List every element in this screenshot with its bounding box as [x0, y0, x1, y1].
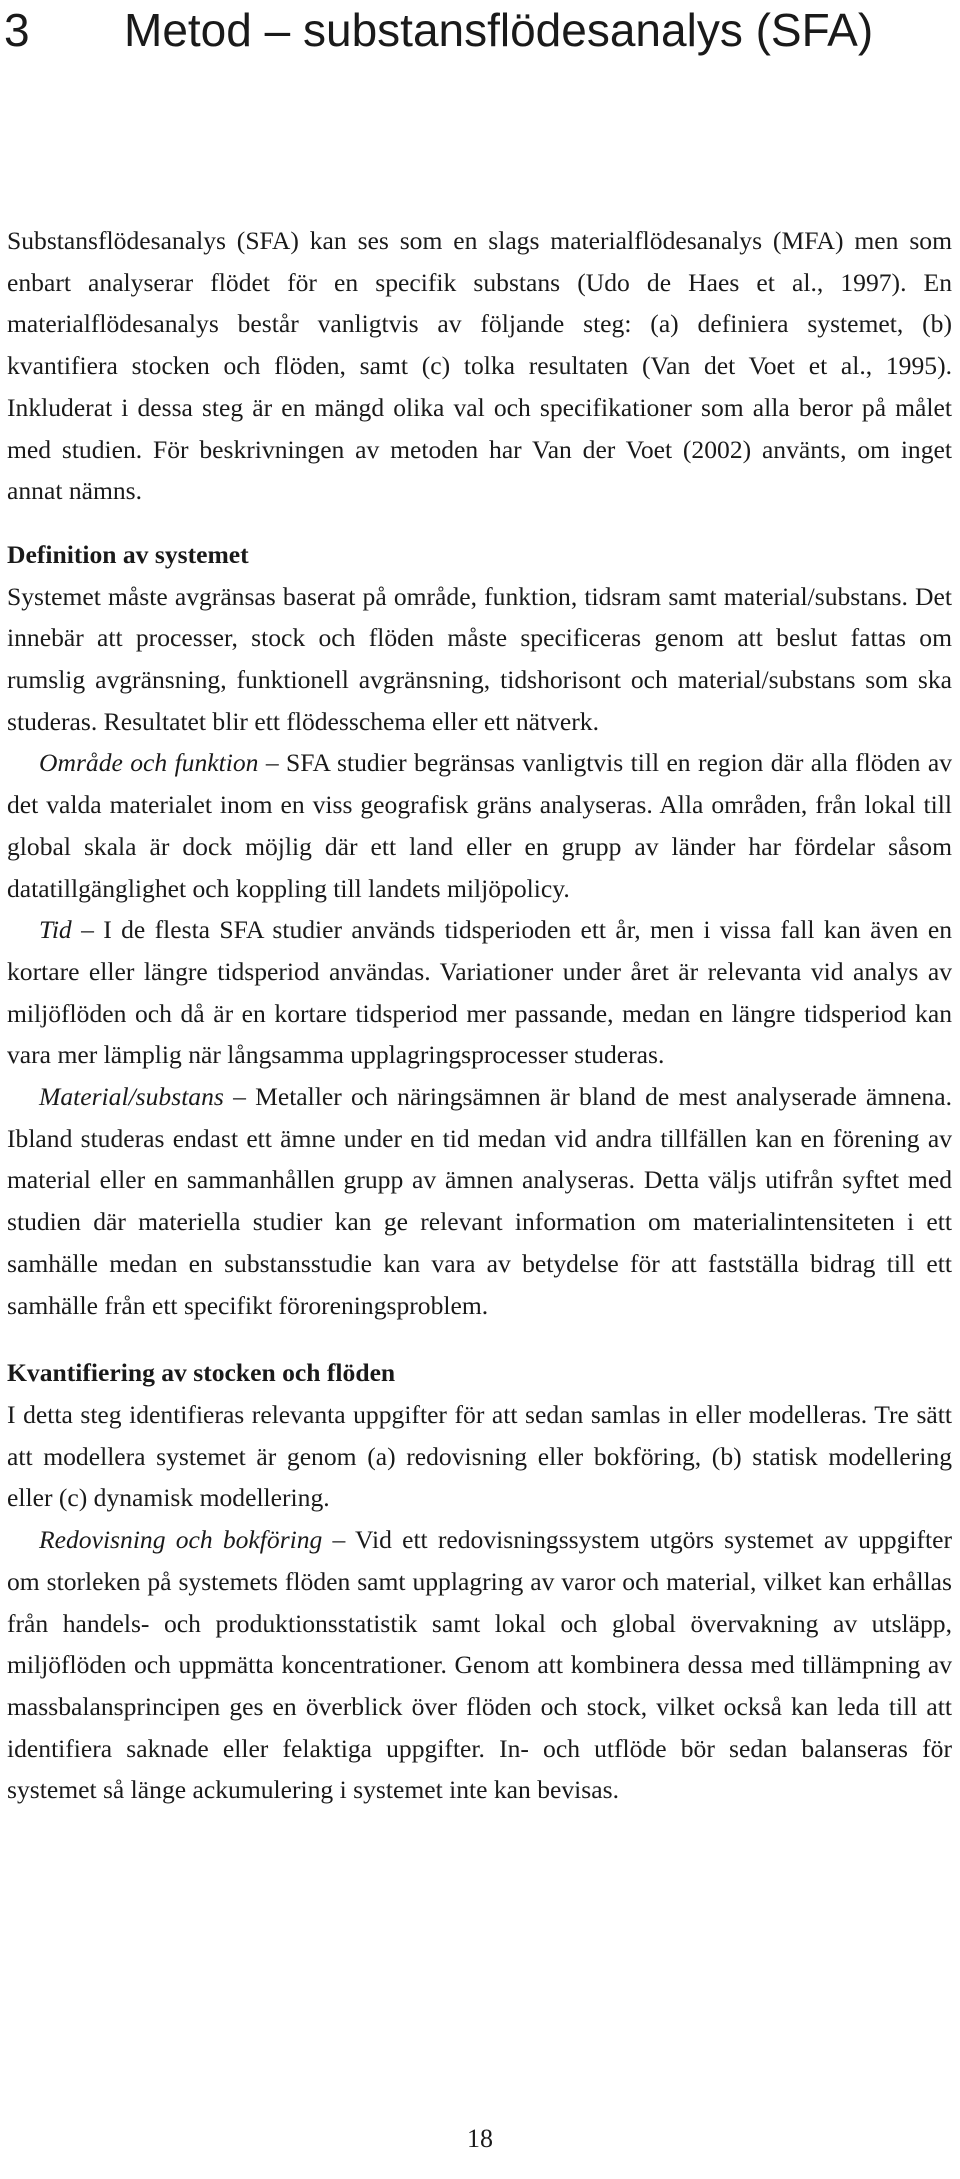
- area-paragraph: [7, 742, 952, 909]
- time-text: – I de flesta SFA studier används tidsperioden ett år, men i vissa fall kan även en kortare eller längre tidsperiod användas. Variationer under året är relevanta vid analys av miljöflöden och då är en kortare tidsperiod mer passande, medan en längre tidsperiod kan vara mer lämplig när långsamma upplagringsprocesser studeras.: [7, 915, 952, 1070]
- section-heading-quantification: Kvantifiering av stocken och flöden: [7, 1358, 396, 1388]
- material-text: – Metaller och näringsämnen är bland de mest analyserade ämnena. Ibland studeras endast ett ämne under en tid medan vid andra tillfällen kan en förening av material eller en sammanhållen grupp av ämnen analyseras. Detta väljs utifrån syftet med studien där materiella studier kan ge relevant information om materialintensiteten i ett samhälle medan en substansstudie kan vara av betydelse för att fastställa bidrag till ett samhälle från ett specifikt föroreningsproblem.: [7, 1082, 952, 1320]
- spacer: [7, 512, 952, 534]
- material-term: Material/substans: [39, 1082, 224, 1112]
- time-paragraph: [7, 909, 952, 1076]
- quantification-paragraph: I detta steg identifieras relevanta uppgifter för att sedan samlas in eller modelleras. Tre sätt att modellera systemet är genom (a) redovisning eller bokföring, (b) statisk modellering eller (c) dynamisk modellering.: [7, 1399, 952, 1513]
- accounting-paragraph: [7, 1519, 952, 1811]
- page-number: 18: [467, 2124, 493, 2153]
- chapter-heading: [4, 2, 954, 59]
- area-text: – SFA studier begränsas vanligtvis till en region där alla flöden av det valda materialet inom en viss geografisk gräns analyseras. Alla områden, från lokal till global skala är dock möjlig där ett land eller en grupp av länder har fördelar såsom datatillgänglighet och koppling till landets miljöpolicy.: [7, 748, 952, 903]
- spacer: [7, 1326, 952, 1352]
- accounting-text: – Vid ett redovisningssystem utgörs systemet av uppgifter om storleken på systemets flöden samt upplagring av varor och material, vilket kan erhållas från handels- och produktionsstatistik samt lokal och global övervakning av utsläpp, miljöflöden och uppmätta koncentrationer. Genom att kombinera dessa med tillämpning av massbalansprincipen ges en överblick över flöden och stock, vilket också kan leda till att identifiera saknade eller felaktiga uppgifter. In- och utflöde bör sedan balanseras för systemet så länge ackumulering i systemet inte kan bevisas.: [7, 1525, 952, 1805]
- section-heading-definition: Definition av systemet: [7, 539, 249, 569]
- area-term: Område och funktion: [39, 748, 259, 778]
- material-paragraph: [7, 1076, 952, 1326]
- accounting-term: Redovisning och bokföring: [39, 1525, 323, 1555]
- chapter-title: Metod – substansflödesanalys (SFA): [124, 4, 874, 56]
- chapter-number: 3: [4, 4, 30, 56]
- time-term: Tid: [39, 915, 72, 945]
- intro-paragraph: Substansflödesanalys (SFA) kan ses som en slags materialflödesanalys (MFA) men som enbart analyserar flödet för en specifik substans (Udo de Haes et al., 1997). En materialflödesanalys består vanligtvis av följande steg: (a) definiera systemet, (b) kvantifiera stocken och flöden, samt (c) tolka resultaten (Van det Voet et al., 1995). Inkluderat i dessa steg är en mängd olika val och specifikationer som alla beror på målet med studien. För beskrivningen av metoden har Van der Voet (2002) använts, om inget annat nämns.: [7, 226, 952, 506]
- definition-paragraph: Systemet måste avgränsas baserat på område, funktion, tidsram samt material/substans. Det innebär att processer, stock och flöden måste specificeras genom att beslut fattas om rumslig avgränsning, funktionell avgränsning, tidshorisont och material/substans som ska studeras. Resultatet blir ett flödesschema eller ett nätverk.: [7, 581, 952, 736]
- body-text: [7, 220, 952, 1811]
